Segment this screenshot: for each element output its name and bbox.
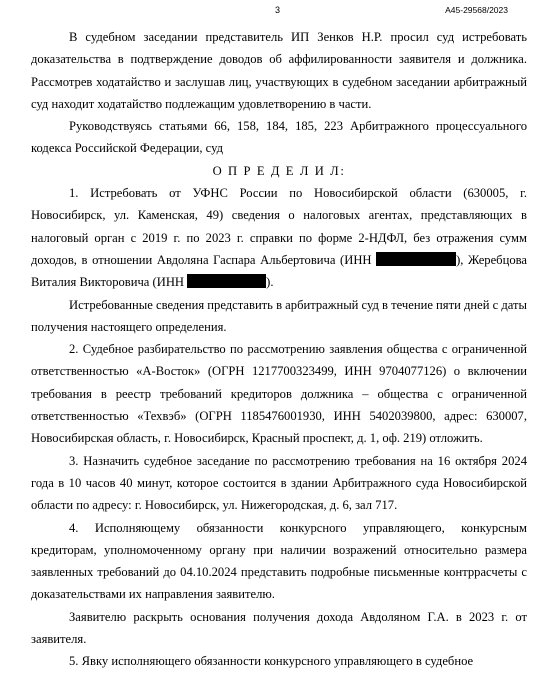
document-body <box>31 26 527 673</box>
redaction-block <box>376 252 456 266</box>
ruling-heading: О П Р Е Д Е Л И Л: <box>212 163 346 178</box>
page-number: 3 <box>275 5 281 15</box>
item-1-text-a: 1. Истребовать от УФНС России по Новосибирской области (630005, г. Новосибирск, ул. Каменская, 49) сведения о налоговых агентах, представляющих в налоговый орган с 2019 г. по 2023 г. справки по форме 2-НДФЛ, без отражения сумм доходов, в отношении Авдоляна Гаспара Альбертовича (ИНН <box>31 186 527 267</box>
redaction-block <box>187 274 266 288</box>
item-1-text-b: ), Жеребцова Виталия Викторовича (ИНН <box>31 252 527 290</box>
paragraph-legal-basis: Руководствуясь статьями 66, 158, 184, 185, 223 Арбитражного процессуального кодекса Российской Федерации, суд <box>31 119 527 156</box>
case-number: А45-29568/2023 <box>445 5 508 15</box>
paragraph-motion: В судебном заседании представитель ИП Зенков Н.Р. просил суд истребовать доказательства в подтверждение доводов об аффилированности заявителя и должника. Рассмотрев ходатайство и заслушав лиц, участвующих в судебном заседании арбитражный суд находит ходатайство подлежащим удовлетворению в части. <box>31 30 527 111</box>
item-1-text-c: ). <box>266 275 274 290</box>
paragraph-item-1 <box>31 182 527 293</box>
paragraph-item-2: 2. Судебное разбирательство по рассмотрению заявления общества с ограниченной ответственностью «А-Восток» (ОГРН 1217700323499, ИНН 9704077126) о включении требования в реестр требований кредиторов должника – общества с ограниченной ответственностью «Техвэб» (ОГРН 1185476001930, ИНН 5402039800, адрес: 630007, Новосибирская область, г. Новосибирск, Красный проспект, д. 1, оф. 219) отложить. <box>31 342 527 446</box>
paragraph-applicant: Заявителю раскрыть основания получения дохода Авдоляном Г.А. в 2023 г. от заявителя. <box>31 609 527 647</box>
paragraph-item-3: 3. Назначить судебное заседание по рассмотрению требования на 16 октября 2024 года в 10 часов 40 минут, которое состоится в здании Арбитражного суда Новосибирской области по адресу: г. Новосибирск, ул. Нижегородская, д. 6, зал 717. <box>31 453 527 513</box>
paragraph-deadline: Истребованные сведения представить в арбитражный суд в течение пяти дней с даты получения настоящего определения. <box>31 297 527 334</box>
paragraph-item-5: 5. Явку исполняющего обязанности конкурсного управляющего в судебное <box>69 654 474 669</box>
paragraph-item-4: 4. Исполняющему обязанности конкурсного управляющего, конкурсным кредиторам, уполномоченному органу при наличии возражений относительно размера заявленных требований до 04.10.2024 представить подробные письменные контррасчеты с доказательствами их направления заявителю. <box>31 520 527 602</box>
